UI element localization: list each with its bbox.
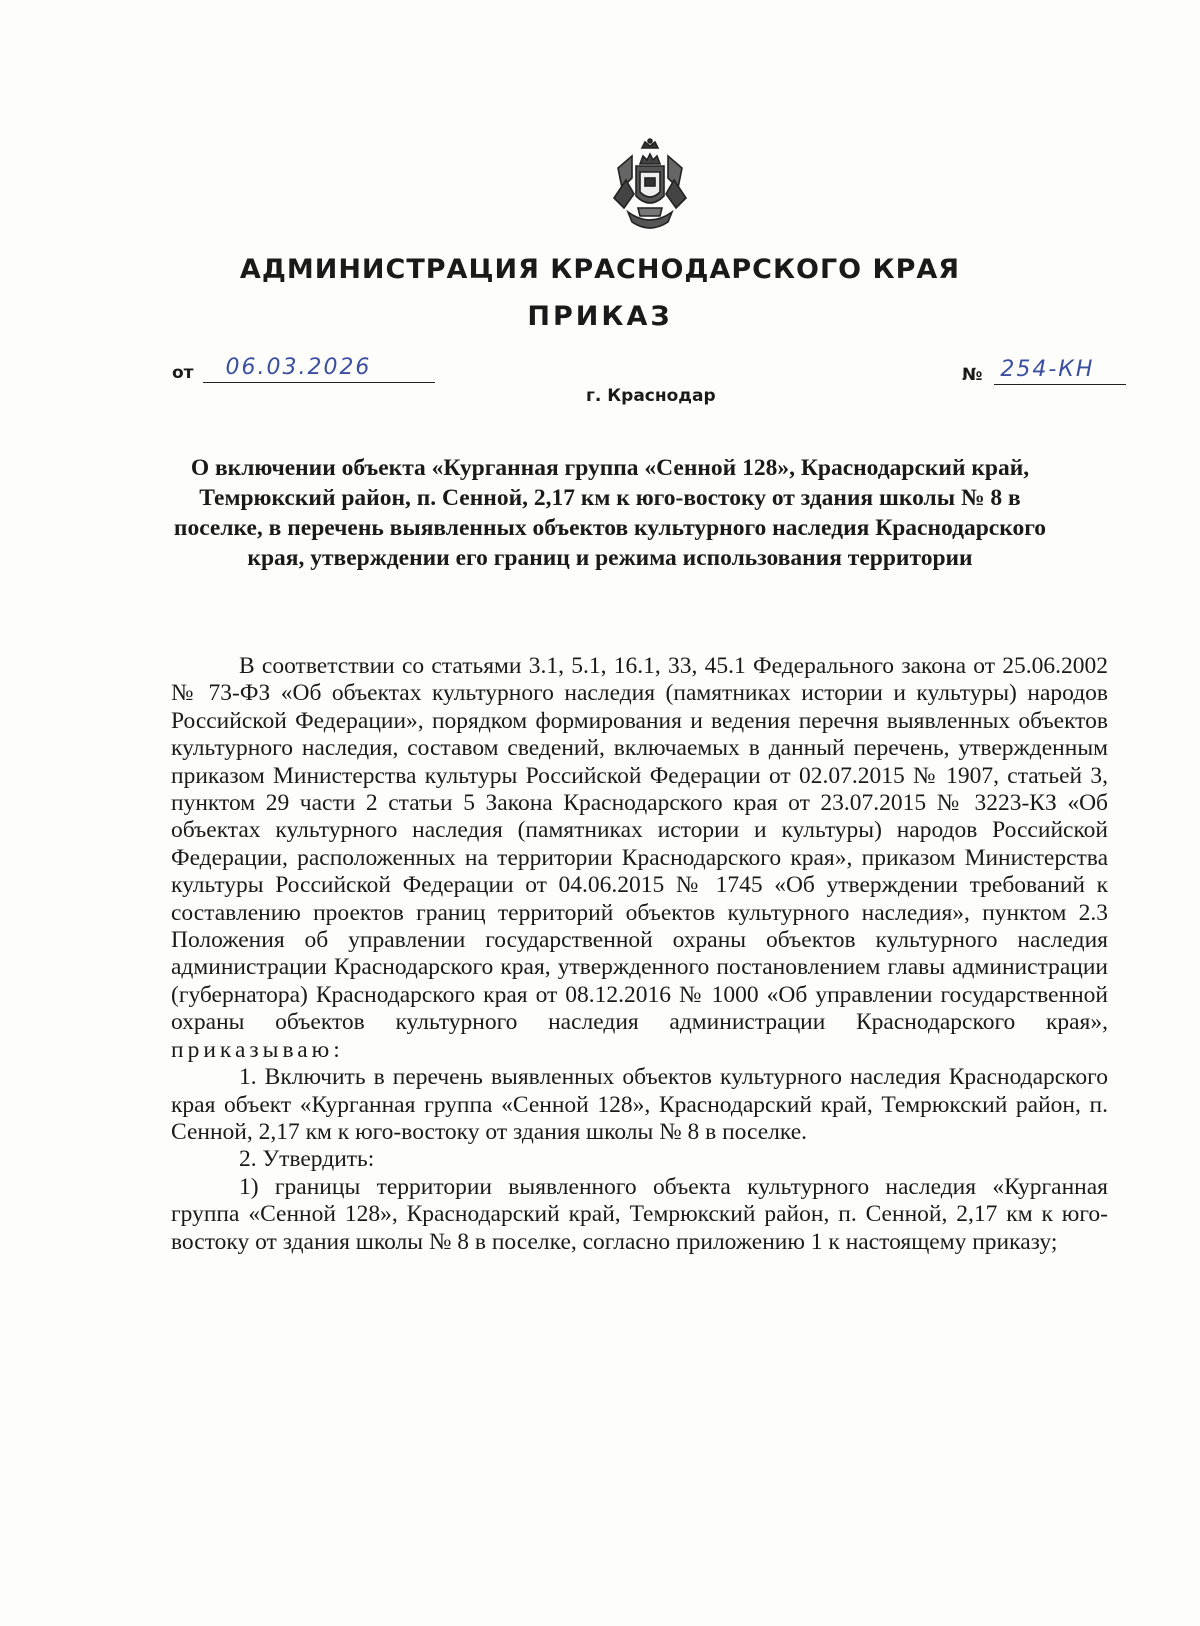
handwritten-number: 254-КН [1000,357,1095,382]
date-prefix: от [172,363,194,383]
number-field [962,357,1126,385]
order-subject: О включении объекта «Курганная группа «Сенной 128», Краснодарский край, Темрюкский район, п. Сенной, 2,17 км к юго-востоку от здания школы № 8 в поселке, в перечень выявленных объектов культурного наследия Краснодарского края, утверждении его границ и режима использования территории [173,455,1047,571]
order-body [171,653,1108,1256]
coat-of-arms-emblem [612,138,688,234]
item-1: 1. Включить в перечень выявленных объектов культурного наследия Краснодарского края объект «Курганная группа «Сенной 128», Краснодарский край, Темрюкский район, п. Сенной, 2,17 км к юго-востоку от здания школы № 8 в поселке. [171,1064,1108,1145]
number-underline [994,357,1126,385]
date-underline [203,355,435,383]
order-word: приказываю: [171,1036,344,1063]
organization-title: АДМИНИСТРАЦИЯ КРАСНОДАРСКОГО КРАЯ [239,254,961,285]
city-label: г. Краснодар [586,386,716,406]
preamble-paragraph [171,653,1108,1064]
item-2-1: 1) границы территории выявленного объекта культурного наследия «Курганная группа «Сенной 128», Краснодарский край, Темрюкский район, п. Сенной, 2,17 км к юго-востоку от здания школы № 8 в поселке, согласно приложению 1 к настоящему приказу; [171,1173,1108,1255]
preamble-text: В соответствии со статьями 3.1, 5.1, 16.1, 33, 45.1 Федерального закона от 25.06.2002 № 73-ФЗ «Об объектах культурного наследия (памятниках истории и культуры) народов Российской Федерации», порядком формирования и ведения перечня выявленных объектов культурного наследия, составом сведений, включаемых в данный перечень, утвержденным приказом Министерства культуры Российской Федерации от 02.07.2015 № 1907, статьей 3, пунктом 29 части 2 статьи 5 Закона Краснодарского края от 23.07.2015 № 3223-КЗ «Об объектах культурного наследия (памятниках истории и культуры) народов Российской Федерации, расположенных на территории Краснодарского края», приказом Министерства культуры Российской Федерации от 04.06.2015 № 1745 «Об утверждении требований к составлению проектов границ территорий объектов культурного наследия», пунктом 2.3 Положения об управлении государственной охраны объектов культурного наследия администрации Краснодарского края, утвержденного постановлением главы администрации (губернатора) Краснодарского края от 08.12.2016 № 1000 «Об управлении государственной охраны объектов культурного наследия администрации Краснодарского края», [171,653,1108,1036]
date-field [172,355,435,383]
handwritten-date: 06.03.2026 [225,355,372,380]
item-2: 2. Утвердить: [239,1146,375,1173]
number-prefix: № [962,365,983,385]
document-type: ПРИКАЗ [527,301,673,332]
